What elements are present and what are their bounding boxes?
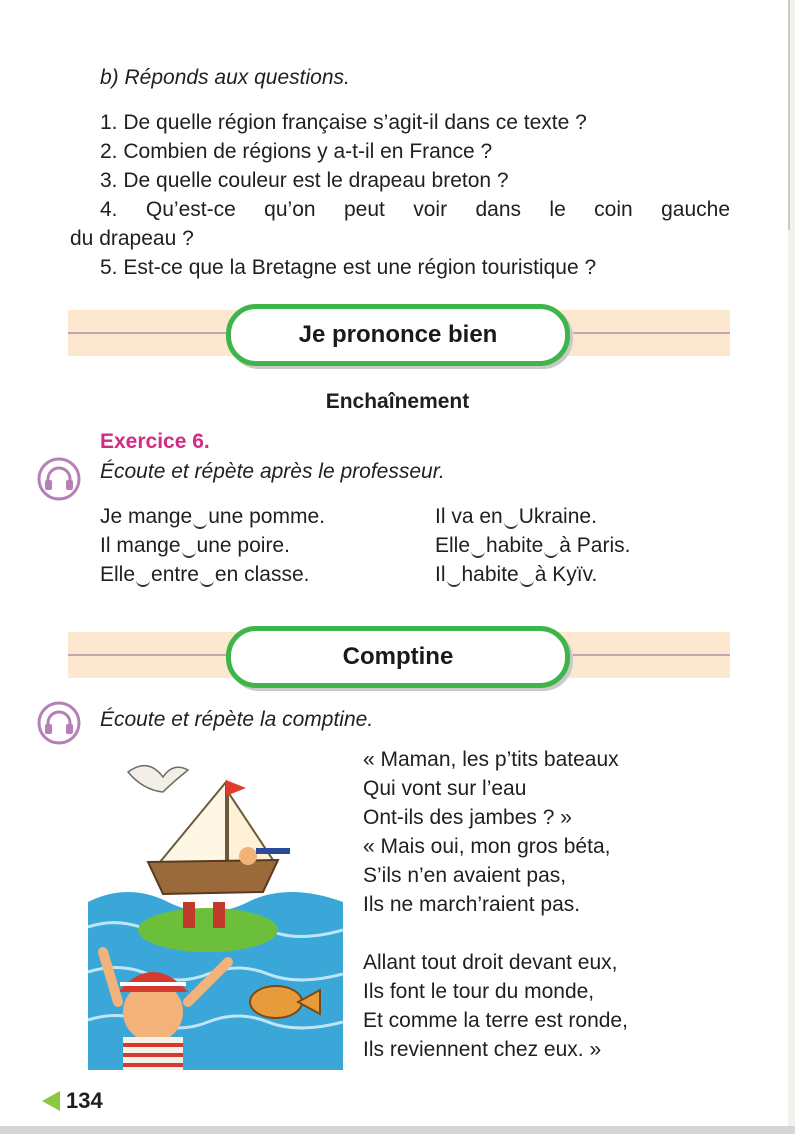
poem-line: Ont-ils des jambes ? » (363, 806, 572, 829)
question-1: 1. De quelle région française s’agit-il dans ce texte ? (100, 111, 587, 134)
question-4: 4. Qu’est-ce qu’on peut voir dans le coin gauche (100, 198, 730, 221)
phrase-left-1: Je mange une pomme. (100, 505, 325, 528)
poem-line: Ils font le tour du monde, (363, 980, 595, 1003)
poem-line: « Mais oui, mon gros béta, (363, 835, 611, 858)
page-edge (788, 0, 795, 1134)
phrase-right-2: Elle habite à Paris. (435, 534, 631, 557)
phrase-right-1: Il va en Ukraine. (435, 505, 597, 528)
questions-heading: b) Réponds aux questions. (100, 66, 350, 89)
page-bottom-edge (0, 1126, 795, 1134)
comptine-instruction: Écoute et répète la comptine. (100, 708, 374, 731)
poem-line: « Maman, les p’tits bateaux (363, 748, 619, 771)
poem-line: S’ils n’en avaient pas, (363, 864, 567, 887)
headphones-icon[interactable] (36, 700, 82, 746)
poem-line: Qui vont sur l’eau (363, 777, 527, 800)
section-title-prononce: Je prononce bien (226, 304, 570, 366)
phrase-left-3: Elle entre en classe. (100, 563, 310, 586)
poem-line: Allant tout droit devant eux, (363, 951, 618, 974)
question-2: 2. Combien de régions y a-t-il en France ? (100, 140, 493, 163)
question-3: 3. De quelle couleur est le drapeau breton ? (100, 169, 509, 192)
phrase-left-2: Il mange une poire. (100, 534, 290, 557)
exercise-instruction: Écoute et répète après le professeur. (100, 460, 445, 483)
poem-line: Et comme la terre est ronde, (363, 1009, 628, 1032)
section-title-comptine: Comptine (226, 626, 570, 688)
poem (363, 745, 628, 1064)
question-5: 5. Est-ce que la Bretagne est une région touristique ? (100, 256, 597, 279)
phrase-right-3: Il habite à Kyïv. (435, 563, 598, 586)
boat-boy-illustration (88, 752, 343, 1070)
phrases-right (435, 502, 630, 589)
section-subtitle: Enchaînement (325, 390, 470, 413)
poem-line: Ils reviennent chez eux. » (363, 1038, 602, 1061)
phrases-left (100, 502, 325, 589)
headphones-icon[interactable] (36, 456, 82, 502)
questions-list (70, 108, 730, 282)
page-triangle-icon (42, 1091, 60, 1111)
poem-line: Ils ne march’raient pas. (363, 893, 581, 916)
exercise-title: Exercice 6. (100, 430, 210, 453)
page-number: 134 (42, 1088, 103, 1114)
question-4-continued: du drapeau ? (70, 227, 194, 250)
